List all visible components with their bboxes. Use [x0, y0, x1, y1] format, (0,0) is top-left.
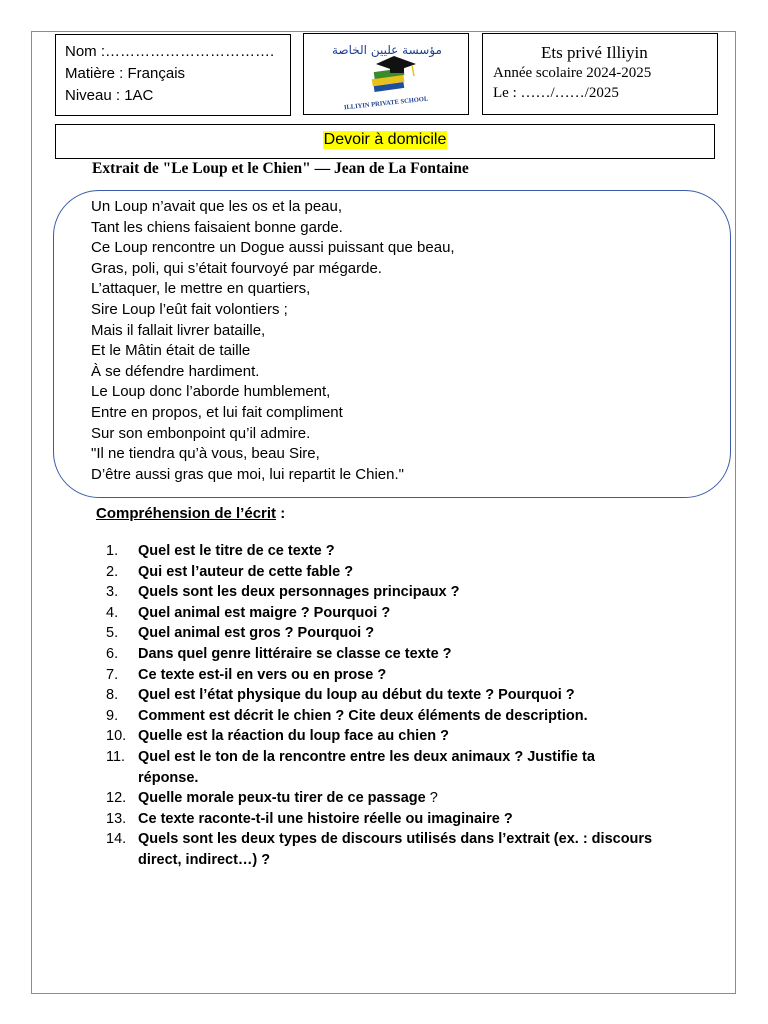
- question-number: 14.: [106, 831, 127, 848]
- question-number: 8.: [106, 687, 119, 704]
- question-number: 7.: [106, 666, 119, 683]
- poem-line: Et le Mâtin était de taille: [91, 342, 251, 360]
- question-number: 10.: [106, 728, 127, 745]
- title-box: [55, 124, 715, 159]
- school-info-box: [482, 33, 718, 115]
- question-text: Qui est l’auteur de cette fable ?: [138, 563, 354, 580]
- poem-text: [91, 197, 455, 485]
- question-number: 13.: [106, 810, 127, 827]
- poem-line: D’être aussi gras que moi, lui repartit le Chien.": [91, 465, 404, 483]
- comprehension-heading: [96, 505, 285, 522]
- graduation-cap-books-icon: [372, 56, 416, 92]
- question-item: [106, 685, 658, 706]
- question-text: Comment est décrit le chien ? Cite deux éléments de description.: [138, 707, 588, 724]
- question-number: 4.: [106, 604, 119, 621]
- school-name: Ets privé Illiyin: [541, 43, 648, 62]
- question-number: 5.: [106, 625, 119, 642]
- question-number: 12.: [106, 790, 127, 807]
- poem-line: Un Loup n’avait que les os et la peau,: [91, 198, 343, 215]
- level-line: Niveau : 1AC: [65, 87, 154, 104]
- school-year: Année scolaire 2024-2025: [493, 65, 652, 81]
- question-text: Quel animal est gros ? Pourquoi ?: [138, 625, 375, 642]
- question-number: 3.: [106, 584, 119, 601]
- poem-line: Sire Loup l’eût fait volontiers ;: [91, 300, 288, 318]
- question-item: [106, 665, 658, 686]
- school-logo-box: [303, 33, 469, 115]
- question-text: Dans quel genre littéraire se classe ce texte ?: [138, 645, 452, 662]
- poem-line: Tant les chiens faisaient bonne garde.: [91, 218, 343, 236]
- poem-line: "Il ne tiendra qu’à vous, beau Sire,: [91, 445, 320, 463]
- date-line: Le : ……/……/2025: [493, 85, 619, 101]
- question-text: Quels sont les deux personnages principaux ?: [138, 584, 460, 601]
- question-tail: ?: [425, 790, 438, 807]
- question-number: 2.: [106, 563, 119, 580]
- question-text: Quel est l’état physique du loup au début du texte ? Pourquoi ?: [138, 687, 575, 704]
- poem-line: À se défendre hardiment.: [91, 362, 260, 380]
- poem-line: Mais il fallait livrer bataille,: [91, 321, 266, 339]
- question-item: [106, 788, 658, 809]
- question-item: [106, 809, 658, 830]
- poem-line: Ce Loup rencontre un Dogue aussi puissant que beau,: [91, 239, 455, 257]
- subject-line: Matière : Français: [65, 65, 186, 82]
- question-item: [106, 726, 658, 747]
- question-number: 11.: [106, 748, 126, 765]
- question-text: Quelle est la réaction du loup face au chien ?: [138, 728, 450, 745]
- logo-english-text: ILLIYIN PRIVATE SCHOOL: [343, 95, 429, 112]
- poem-line: Le Loup donc l’aborde humblement,: [91, 383, 331, 401]
- comprehension-heading-colon: :: [276, 505, 286, 522]
- question-list: [106, 541, 658, 871]
- question-text: Ce texte raconte-t-il une histoire réelle ou imaginaire ?: [138, 810, 513, 827]
- question-number: 9.: [106, 707, 119, 724]
- logo-arabic-text: مؤسسة عليين الخاصة: [332, 43, 442, 57]
- poem-line: Gras, poli, qui s’était fourvoyé par mégarde.: [91, 259, 382, 277]
- question-text: Ce texte est-il en vers ou en prose ?: [138, 666, 387, 683]
- school-logo: [304, 34, 467, 113]
- question-number: 6.: [106, 645, 119, 662]
- poem-line: L’attaquer, le mettre en quartiers,: [91, 280, 311, 298]
- question-text: Quel est le titre de ce texte ?: [138, 543, 335, 559]
- question-text: Quel est le ton de la rencontre entre les deux animaux ? Justifie ta réponse.: [138, 748, 595, 786]
- question-item: [106, 623, 658, 644]
- question-item: [106, 829, 658, 870]
- student-info-box: [55, 34, 291, 116]
- question-item: [106, 582, 658, 603]
- poem-line: Sur son embonpoint qu’il admire.: [91, 424, 311, 442]
- question-item: [106, 747, 658, 788]
- question-item: [106, 562, 658, 583]
- question-text: Quel animal est maigre ? Pourquoi ?: [138, 604, 391, 621]
- question-item: [106, 603, 658, 624]
- comprehension-heading-label: Compréhension de l’écrit: [96, 505, 277, 522]
- page-title: Devoir à domicile: [323, 131, 447, 148]
- question-item: [106, 644, 658, 665]
- question-item: [106, 706, 658, 727]
- question-text: Quels sont les deux types de discours utilisés dans l’extrait (ex. : discours direct, indirect…) ?: [138, 831, 653, 868]
- question-text: Quelle morale peux-tu tirer de ce passage: [138, 790, 426, 807]
- student-name-line: Nom :…………………………….: [65, 43, 275, 60]
- excerpt-subtitle: Extrait de "Le Loup et le Chien" — Jean de La Fontaine: [92, 160, 469, 177]
- poem-line: Entre en propos, et lui fait compliment: [91, 403, 343, 421]
- question-number: 1.: [106, 543, 119, 559]
- question-item: [106, 541, 658, 562]
